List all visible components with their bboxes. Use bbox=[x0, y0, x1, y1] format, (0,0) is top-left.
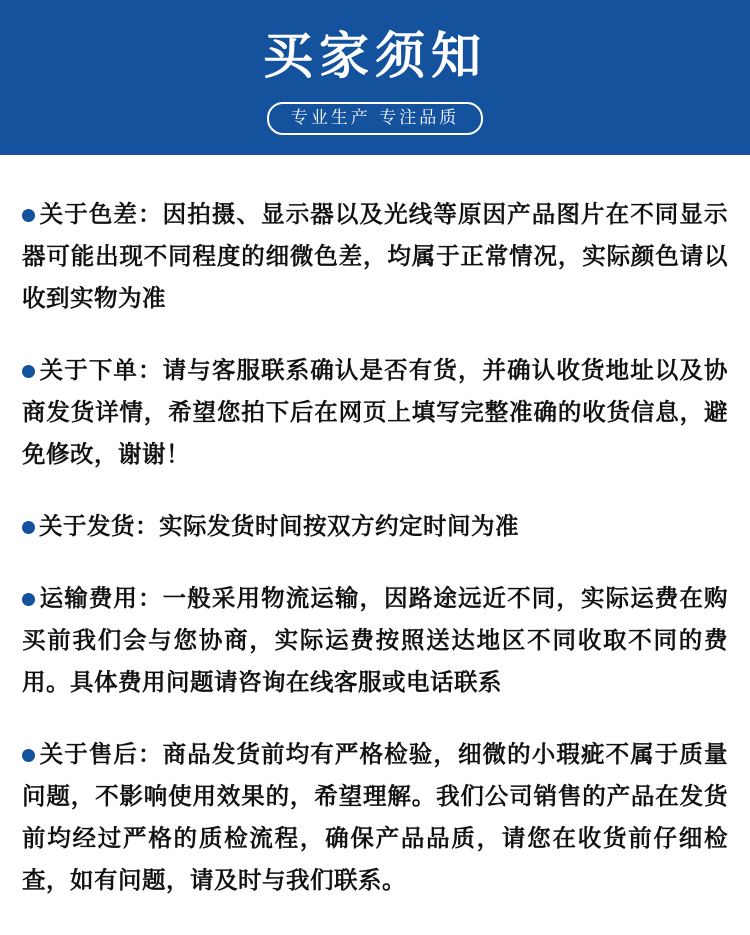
notice-label: 关于发货： bbox=[39, 512, 159, 540]
bullet-dot-icon bbox=[22, 749, 35, 762]
notice-text: 因拍摄、显示器以及光线等原因产品图片在不同显示器可能出现不同程度的细微色差，均属于正常情况，实际颜色请以收到实物为准 bbox=[22, 200, 729, 312]
bullet-dot-icon bbox=[22, 593, 35, 606]
page-title: 买家须知 bbox=[263, 27, 487, 85]
header-banner bbox=[0, 0, 750, 155]
notice-item-color-difference bbox=[22, 193, 728, 319]
notice-text: 实际发货时间按双方约定时间为准 bbox=[159, 512, 519, 540]
notice-item-freight bbox=[22, 577, 728, 703]
notice-label: 关于下单： bbox=[39, 356, 163, 384]
notice-paragraph bbox=[22, 733, 728, 901]
notice-paragraph bbox=[22, 193, 728, 319]
page-subtitle: 专业生产 专注品质 bbox=[290, 107, 460, 128]
notice-text: 一般采用物流运输，因路途远近不同，实际运费在购买前我们会与您协商，实际运费按照送达地区不同收取不同的费用。具体费用问题请咨询在线客服或电话联系 bbox=[22, 584, 729, 696]
bullet-dot-icon bbox=[22, 209, 35, 222]
notice-label: 运输费用： bbox=[39, 584, 163, 612]
notice-label: 关于售后： bbox=[39, 740, 163, 768]
notice-paragraph bbox=[22, 577, 728, 703]
notice-paragraph bbox=[22, 505, 728, 547]
notice-item-shipping bbox=[22, 505, 728, 547]
notice-item-after-sales bbox=[22, 733, 728, 901]
notice-list bbox=[0, 155, 750, 901]
notice-text: 请与客服联系确认是否有货，并确认收货地址以及协商发货详情，希望您拍下后在网页上填写完整准确的收货信息，避免修改，谢谢！ bbox=[22, 356, 729, 468]
notice-text: 商品发货前均有严格检验，细微的小瑕疵不属于质量问题，不影响使用效果的，希望理解。我们公司销售的产品在发货前均经过严格的质检流程，确保产品品质，请您在收货前仔细检查，如有问题，请及时与我们联系。 bbox=[22, 740, 729, 894]
notice-item-ordering bbox=[22, 349, 728, 475]
bullet-dot-icon bbox=[22, 365, 35, 378]
notice-label: 关于色差： bbox=[39, 200, 163, 228]
subtitle-pill bbox=[267, 102, 483, 135]
notice-paragraph bbox=[22, 349, 728, 475]
bullet-dot-icon bbox=[22, 521, 35, 534]
